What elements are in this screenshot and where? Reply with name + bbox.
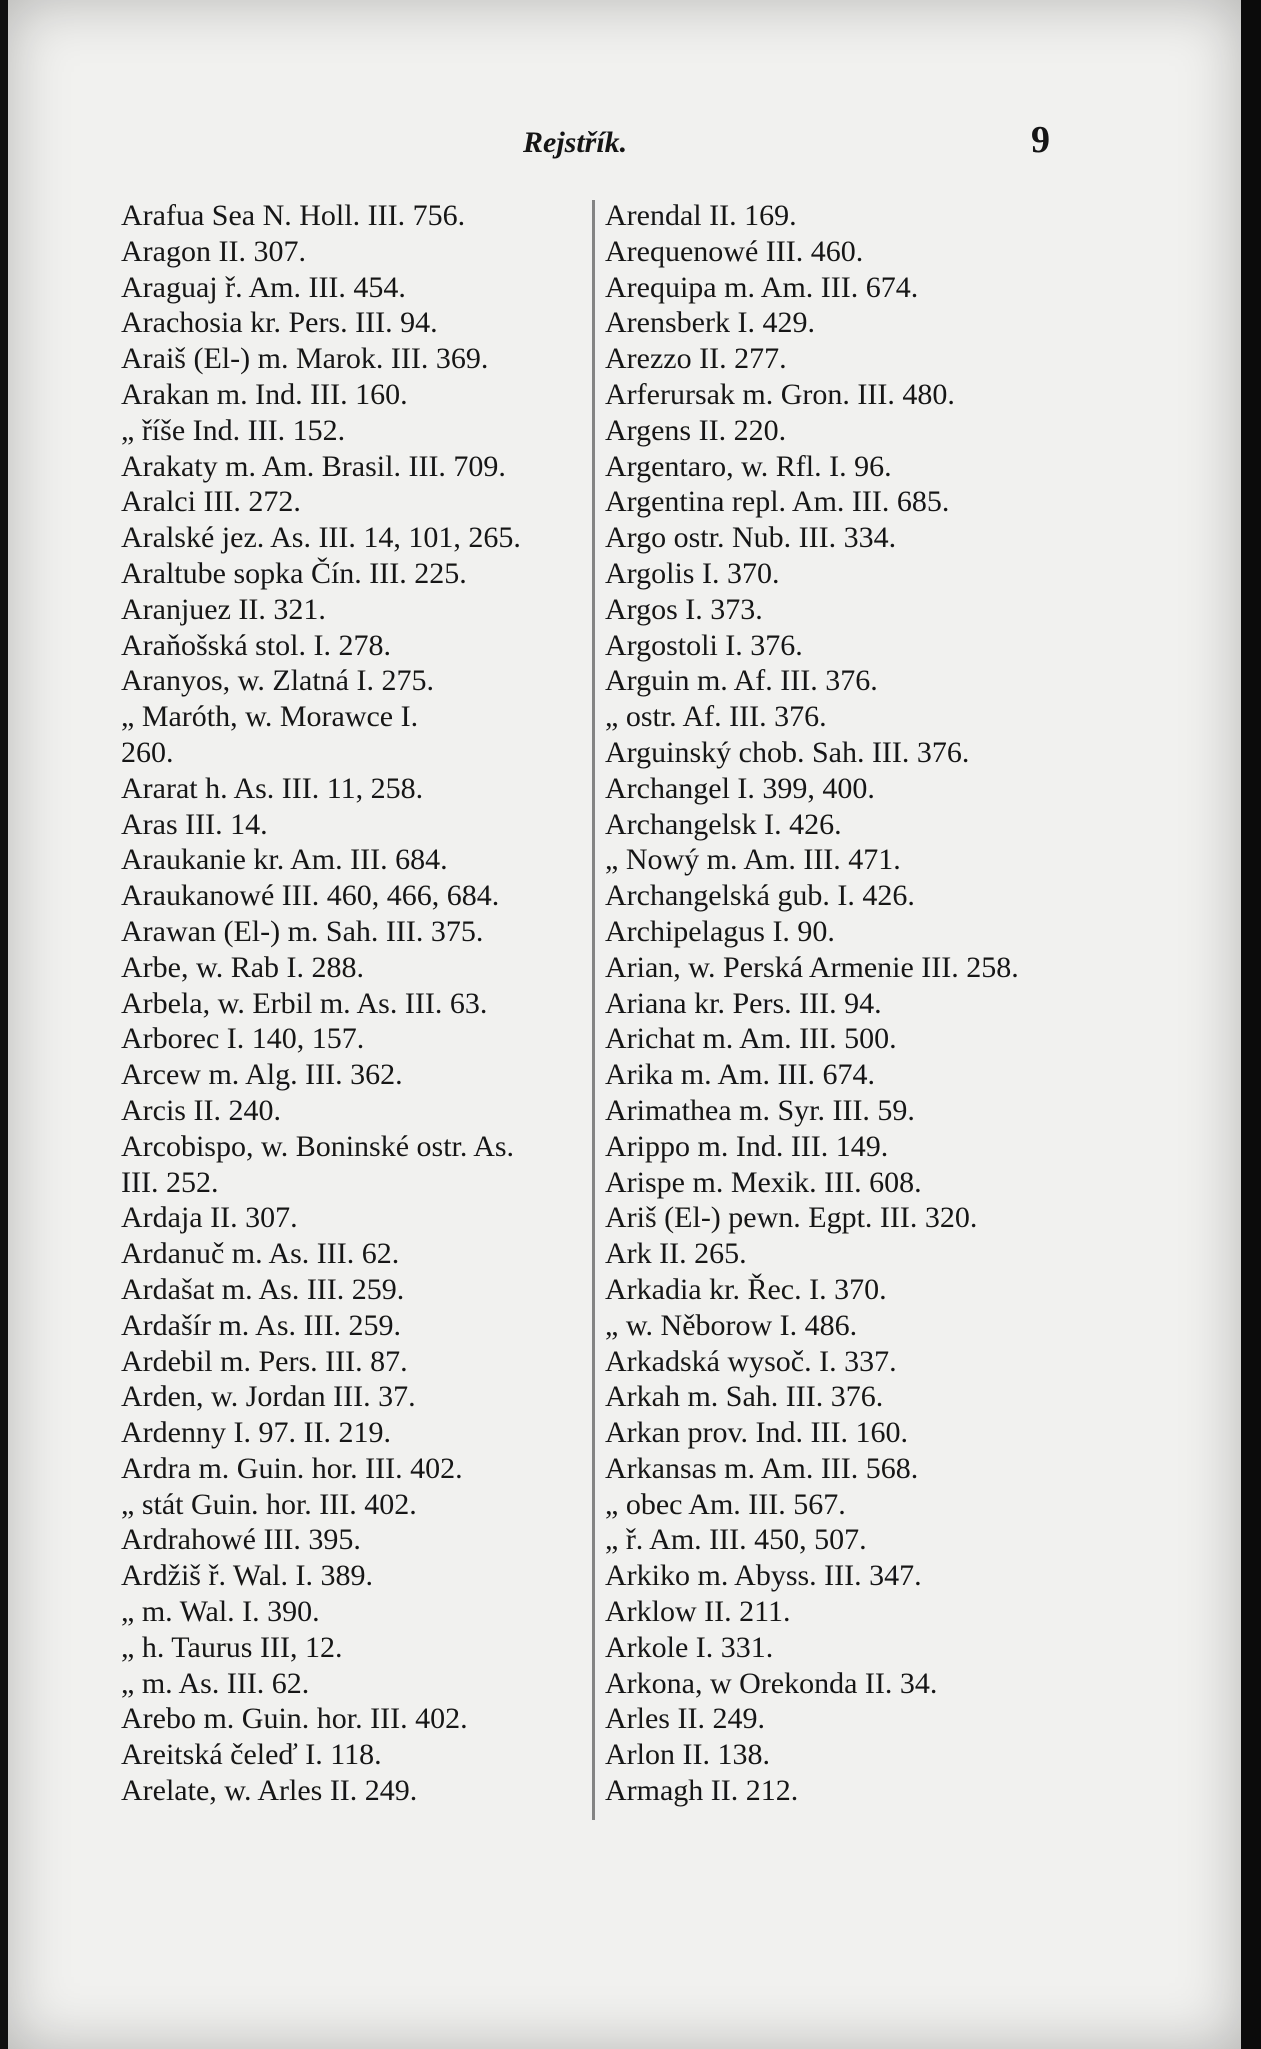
index-entry: „ m. As. III. 62. (121, 1666, 310, 1700)
index-entry: Arlon II. 138. (605, 1738, 770, 1772)
index-entry: Ardrahowé III. 395. (121, 1523, 361, 1557)
index-entry: Arensberk I. 429. (605, 306, 815, 340)
index-entry: „ stát Guin. hor. III. 402. (121, 1487, 417, 1521)
index-entry: Arakan m. Ind. III. 160. (121, 377, 408, 411)
index-entry: Arimathea m. Syr. III. 59. (605, 1093, 915, 1127)
index-entry: Argos I. 373. (605, 592, 763, 626)
index-entry: „ w. Něborow I. 486. (605, 1308, 858, 1342)
index-entry: „ ostr. Af. III. 376. (605, 700, 827, 734)
index-entry: Argentaro, w. Rfl. I. 96. (605, 449, 892, 483)
index-entry: Ark II. 265. (605, 1237, 747, 1271)
index-entry: Arelate, w. Arles II. 249. (121, 1774, 418, 1808)
index-entry: Ararat h. As. III. 11, 258. (121, 771, 424, 805)
index-entry: Arebo m. Guin. hor. III. 402. (121, 1702, 468, 1736)
page-number: 9 (1031, 119, 1050, 161)
index-entry: Archangel I. 399, 400. (605, 771, 875, 805)
index-entry: Arkadia kr. Řec. I. 370. (605, 1272, 887, 1306)
index-entry: Arkiko m. Abyss. III. 347. (605, 1559, 922, 1593)
index-entry: Argolis I. 370. (605, 556, 780, 590)
index-entry: Arkansas m. Am. III. 568. (605, 1451, 919, 1485)
index-entry: Arkadská wysoč. I. 337. (605, 1344, 897, 1378)
index-entry: Arian, w. Perská Armenie III. 258. (605, 950, 1019, 984)
index-entry: Arispe m. Mexik. III. 608. (605, 1165, 922, 1199)
index-entry: „ m. Wal. I. 390. (121, 1595, 320, 1629)
index-entry: Arakaty m. Am. Brasil. III. 709. (121, 449, 506, 483)
index-entry: „ h. Taurus III, 12. (121, 1630, 343, 1664)
index-entry: Arcew m. Alg. III. 362. (121, 1058, 403, 1092)
index-entry: Arferursak m. Gron. III. 480. (605, 377, 955, 411)
index-entry: „ říše Ind. III. 152. (121, 413, 346, 447)
index-entry: Aranyos, w. Zlatná I. 275. (121, 664, 434, 698)
book-page (8, 0, 1241, 2049)
index-entry: Arbe, w. Rab I. 288. (121, 950, 365, 984)
index-entry: Argo ostr. Nub. III. 334. (605, 521, 897, 555)
index-entry: Argens II. 220. (605, 413, 787, 447)
index-entry: Ardaja II. 307. (121, 1201, 298, 1235)
index-entry: Arles II. 249. (605, 1702, 765, 1736)
index-entry: Arkole I. 331. (605, 1630, 774, 1664)
index-entry: Arendal II. 169. (605, 199, 797, 232)
index-entry: Ardašat m. As. III. 259. (121, 1272, 405, 1306)
index-entry: Arachosia kr. Pers. III. 94. (121, 306, 438, 340)
index-entry: Arbela, w. Erbil m. As. III. 63. (121, 986, 488, 1020)
index-entry: Arguinský chob. Sah. III. 376. (605, 735, 970, 769)
index-entry: Ariš (El-) pewn. Egpt. III. 320. (605, 1201, 978, 1235)
index-entry: Argentina repl. Am. III. 685. (605, 485, 950, 519)
index-entry: Aralské jez. As. III. 14, 101, 265. (121, 521, 521, 555)
index-entry: Aralci III. 272. (121, 485, 301, 519)
index-entry: Arden, w. Jordan III. 37. (121, 1380, 416, 1414)
index-entry: Araguaj ř. Am. III. 454. (121, 270, 406, 304)
index-entry: „ Nowý m. Am. III. 471. (605, 843, 901, 877)
index-entry: 260. (121, 735, 174, 769)
index-entry: Arklow II. 211. (605, 1595, 791, 1629)
index-entry: Arkona, w Orekonda II. 34. (605, 1666, 938, 1700)
index-entry: Arezzo II. 277. (605, 342, 787, 376)
index-column-right (605, 198, 1075, 1809)
index-entry: Arika m. Am. III. 674. (605, 1058, 875, 1092)
index-entry: Arafua Sea N. Holl. III. 756. (121, 199, 466, 232)
index-entry: Archangelsk I. 426. (605, 807, 842, 841)
index-entry: Araukanowé III. 460, 466, 684. (121, 879, 500, 913)
index-entry: Araukanie kr. Am. III. 684. (121, 843, 448, 877)
index-entry: Areitská čeleď I. 118. (121, 1738, 382, 1772)
index-column-left (121, 198, 591, 1809)
index-entry: Arawan (El-) m. Sah. III. 375. (121, 914, 484, 948)
index-entry: Arequenowé III. 460. (605, 234, 864, 268)
index-entry: Armagh II. 212. (605, 1774, 799, 1808)
index-entry: Ardra m. Guin. hor. III. 402. (121, 1451, 463, 1485)
index-entry: Arguin m. Af. III. 376. (605, 664, 878, 698)
index-entry: Ardanuč m. As. III. 62. (121, 1237, 400, 1271)
index-entry: „ obec Am. III. 567. (605, 1487, 846, 1521)
index-entry: „ ř. Am. III. 450, 507. (605, 1523, 867, 1557)
index-entry: Archangelská gub. I. 426. (605, 879, 915, 913)
running-title: Rejstřík. (523, 126, 628, 159)
index-entry: „ Maróth, w. Morawce I. (121, 700, 419, 734)
index-entry: Araiš (El-) m. Marok. III. 369. (121, 342, 489, 376)
index-entry: Arcobispo, w. Boninské ostr. As. (121, 1129, 515, 1163)
page-header (8, 118, 1241, 168)
index-entry: Ardašír m. As. III. 259. (121, 1308, 401, 1342)
index-entry: Araňošská stol. I. 278. (121, 628, 391, 662)
index-entry: Aras III. 14. (121, 807, 268, 841)
index-entry: Arborec I. 140, 157. (121, 1022, 365, 1056)
index-entry: Arippo m. Ind. III. 149. (605, 1129, 889, 1163)
index-entry: Ardebil m. Pers. III. 87. (121, 1344, 408, 1378)
index-entry: Arichat m. Am. III. 500. (605, 1022, 897, 1056)
index-entry: Ardenny I. 97. II. 219. (121, 1416, 391, 1450)
column-divider (592, 200, 595, 1820)
index-entry: Arkah m. Sah. III. 376. (605, 1380, 884, 1414)
index-entry: Aragon II. 307. (121, 234, 306, 268)
index-entry: Argostoli I. 376. (605, 628, 803, 662)
index-entry: Ardžiš ř. Wal. I. 389. (121, 1559, 373, 1593)
scan-edge (1241, 0, 1261, 2049)
index-entry: Arcis II. 240. (121, 1093, 281, 1127)
index-entry: Ariana kr. Pers. III. 94. (605, 986, 882, 1020)
index-entry: Arequipa m. Am. III. 674. (605, 270, 919, 304)
index-entry: III. 252. (121, 1165, 219, 1199)
index-entry: Araltube sopka Čín. III. 225. (121, 556, 467, 590)
index-entry: Arkan prov. Ind. III. 160. (605, 1416, 908, 1450)
index-entry: Archipelagus I. 90. (605, 914, 835, 948)
index-entry: Aranjuez II. 321. (121, 592, 326, 626)
